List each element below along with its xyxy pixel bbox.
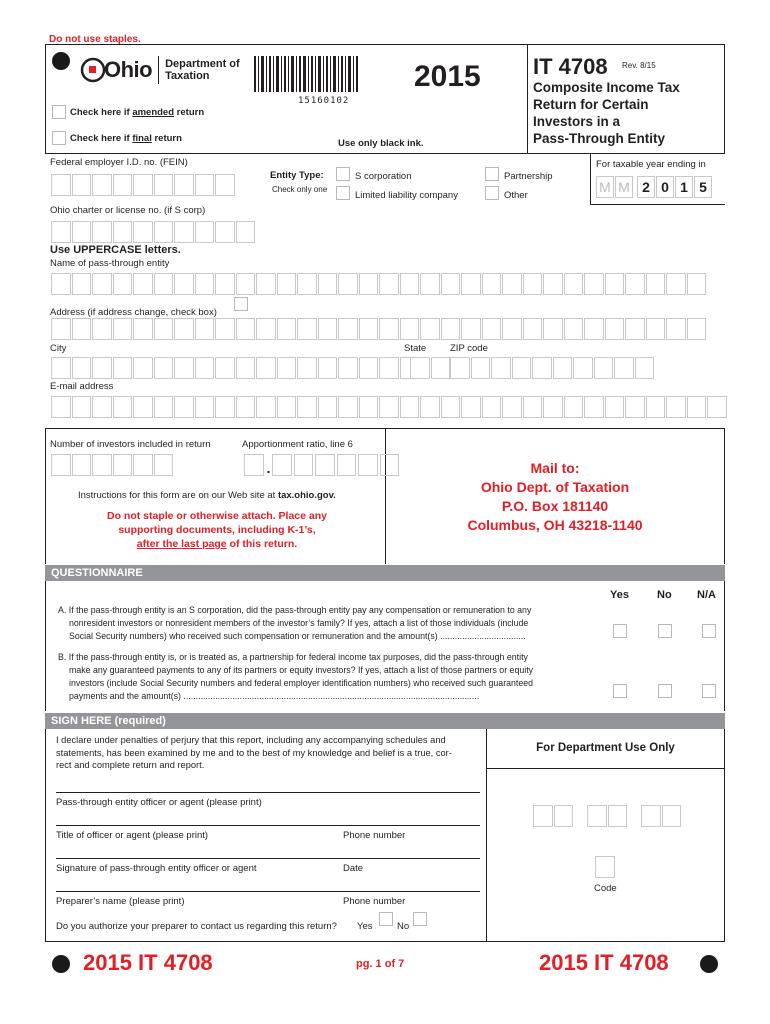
other-checkbox[interactable] bbox=[485, 186, 499, 200]
final-return-checkbox[interactable] bbox=[52, 131, 66, 145]
ratio-label: Apportionment ratio, line 6 bbox=[242, 439, 353, 450]
department-use-date-field bbox=[533, 805, 573, 827]
department-use-date-field-3 bbox=[641, 805, 681, 827]
department-line: Department of bbox=[165, 58, 240, 70]
charter-input[interactable] bbox=[51, 221, 255, 243]
entity-name-input[interactable] bbox=[51, 273, 706, 295]
officer-name-line[interactable] bbox=[56, 792, 480, 793]
investors-label: Number of investors included in return bbox=[50, 439, 211, 450]
partnership-label: Partnership bbox=[504, 171, 553, 182]
taxable-year-label: For taxable year ending in bbox=[596, 159, 706, 170]
form-year: 2015 bbox=[414, 60, 481, 93]
no-staples-notice: Do not use staples. bbox=[49, 34, 141, 45]
date-label: Date bbox=[343, 863, 364, 874]
officer-title-line[interactable] bbox=[56, 825, 480, 826]
charter-label: Ohio charter or license no. (if S corp) bbox=[50, 205, 206, 216]
registration-dot-icon bbox=[52, 955, 70, 973]
final-return-label: Check here if final return bbox=[70, 133, 182, 144]
amended-return-label: Check here if amended return bbox=[70, 107, 205, 118]
entity-name-label: Name of pass-through entity bbox=[50, 258, 170, 269]
question-a: A. If the pass-through entity is an S corporation, did the pass-through entity pay any compensation or remuneration to any nonresident investors or nonresident members of the investor’s family? If yes, attach a list of those individuals (include Social Security numbers) who received such compensation or remuneration and the amount(s) ................................... bbox=[58, 605, 532, 641]
questionnaire-header: QUESTIONNAIRE bbox=[45, 565, 725, 581]
investors-input[interactable] bbox=[51, 454, 173, 476]
authorize-no-label: No bbox=[397, 921, 410, 932]
taxable-year-field[interactable]: M M 2 0 1 5 bbox=[596, 176, 713, 198]
s-corporation-label: S corporation bbox=[355, 171, 412, 182]
preparer-name-line[interactable] bbox=[56, 891, 480, 892]
page-number: pg. 1 of 7 bbox=[356, 958, 405, 970]
department-use-title: For Department Use Only bbox=[536, 742, 675, 754]
signature-label: Signature of pass-through entity officer or agent bbox=[56, 863, 257, 874]
department-use-code-box bbox=[595, 856, 615, 878]
perjury-declaration: I declare under penalties of perjury that this report, including any accompanying schedules and statements, has been examined by me and to the best of my knowledge and belief is a true, cor- rect and complete return and report. bbox=[56, 735, 452, 770]
instructions-text: Instructions for this form are on our Web site at tax.ohio.gov. bbox=[78, 490, 336, 501]
department-use-code-label: Code bbox=[594, 883, 617, 894]
partnership-checkbox[interactable] bbox=[485, 167, 499, 181]
ohio-wordmark: Ohio bbox=[104, 57, 153, 82]
no-column-header: No bbox=[657, 589, 672, 601]
s-corporation-checkbox[interactable] bbox=[336, 167, 350, 181]
question-b-na-checkbox[interactable] bbox=[702, 684, 716, 698]
na-column-header: N/A bbox=[697, 589, 716, 601]
phone-label: Phone number bbox=[343, 830, 406, 841]
city-label: City bbox=[50, 343, 67, 354]
form-title: Composite Income Tax Return for Certain Investors in a Pass-Through Entity bbox=[533, 80, 680, 146]
yes-column-header: Yes bbox=[610, 589, 629, 601]
authorize-question: Do you authorize your preparer to contact us regarding this return? bbox=[56, 921, 337, 932]
zip-input[interactable] bbox=[450, 357, 654, 379]
entity-type-sub: Check only one bbox=[272, 185, 328, 194]
taxation-line: Taxation bbox=[165, 70, 210, 82]
preparer-phone-label: Phone number bbox=[343, 896, 406, 907]
question-a-no-checkbox[interactable] bbox=[658, 624, 672, 638]
barcode-number: 15160102 bbox=[298, 96, 350, 106]
footer-form-id-right: 2015 IT 4708 bbox=[539, 950, 669, 975]
form-id: IT 4708 bbox=[533, 54, 608, 79]
address-label: Address (if address change, check box) bbox=[50, 307, 217, 318]
other-label: Other bbox=[504, 190, 528, 201]
fein-label: Federal employer I.D. no. (FEIN) bbox=[50, 157, 188, 168]
amended-return-checkbox[interactable] bbox=[52, 105, 66, 119]
authorize-yes-checkbox[interactable] bbox=[379, 912, 393, 926]
registration-dot-icon bbox=[700, 955, 718, 973]
barcode bbox=[254, 56, 360, 92]
staple-notice: Do not staple or otherwise attach. Place any supporting documents, including K-1’s, after the last page of this return. bbox=[107, 510, 327, 550]
question-b-yes-checkbox[interactable] bbox=[613, 684, 627, 698]
mail-to-address: Mail to: Ohio Dept. of Taxation P.O. Box 181140 Columbus, OH 43218-1140 bbox=[467, 460, 643, 533]
llc-label: Limited liability company bbox=[355, 190, 458, 201]
authorize-yes-label: Yes bbox=[357, 921, 373, 932]
zip-label: ZIP code bbox=[450, 343, 488, 354]
question-b: B. If the pass-through entity is, or is treated as, a partnership for federal income tax purposes, did the pass-through entity make any guaranteed payments to any of its partners or equity investors? If yes, attach a list of those partners or equity investors (include Social Security numbers and federal employer identification numbers) who received such guaranteed payments and the amount(s) ......................................................................................................................... bbox=[58, 652, 534, 701]
black-ink-notice: Use only black ink. bbox=[338, 138, 424, 149]
signature-line[interactable] bbox=[56, 858, 480, 859]
state-input[interactable] bbox=[410, 357, 450, 379]
fein-input[interactable] bbox=[51, 174, 235, 196]
llc-checkbox[interactable] bbox=[336, 186, 350, 200]
department-use-date-field-2 bbox=[587, 805, 627, 827]
authorize-no-checkbox[interactable] bbox=[413, 912, 427, 926]
form-revision: Rev. 8/15 bbox=[622, 61, 656, 70]
address-input[interactable] bbox=[51, 318, 706, 340]
state-label: State bbox=[404, 343, 427, 354]
email-input[interactable] bbox=[51, 396, 727, 418]
footer-form-id-left: 2015 IT 4708 bbox=[83, 950, 213, 975]
entity-type-label: Entity Type: bbox=[270, 170, 324, 181]
officer-title-label: Title of officer or agent (please print) bbox=[56, 830, 209, 841]
registration-dot-icon bbox=[52, 52, 70, 70]
ohio-logo bbox=[80, 56, 240, 84]
ratio-input[interactable]: . bbox=[244, 454, 400, 476]
preparer-name-label: Preparer’s name (please print) bbox=[56, 896, 185, 907]
address-change-checkbox[interactable] bbox=[234, 297, 248, 311]
city-input[interactable] bbox=[51, 357, 419, 379]
officer-name-label: Pass-through entity officer or agent (please print) bbox=[56, 797, 262, 808]
sign-here-header: SIGN HERE (required) bbox=[45, 713, 725, 729]
question-b-no-checkbox[interactable] bbox=[658, 684, 672, 698]
question-a-na-checkbox[interactable] bbox=[702, 624, 716, 638]
question-a-yes-checkbox[interactable] bbox=[613, 624, 627, 638]
uppercase-notice: Use UPPERCASE letters. bbox=[50, 244, 181, 256]
email-label: E-mail address bbox=[50, 381, 114, 392]
